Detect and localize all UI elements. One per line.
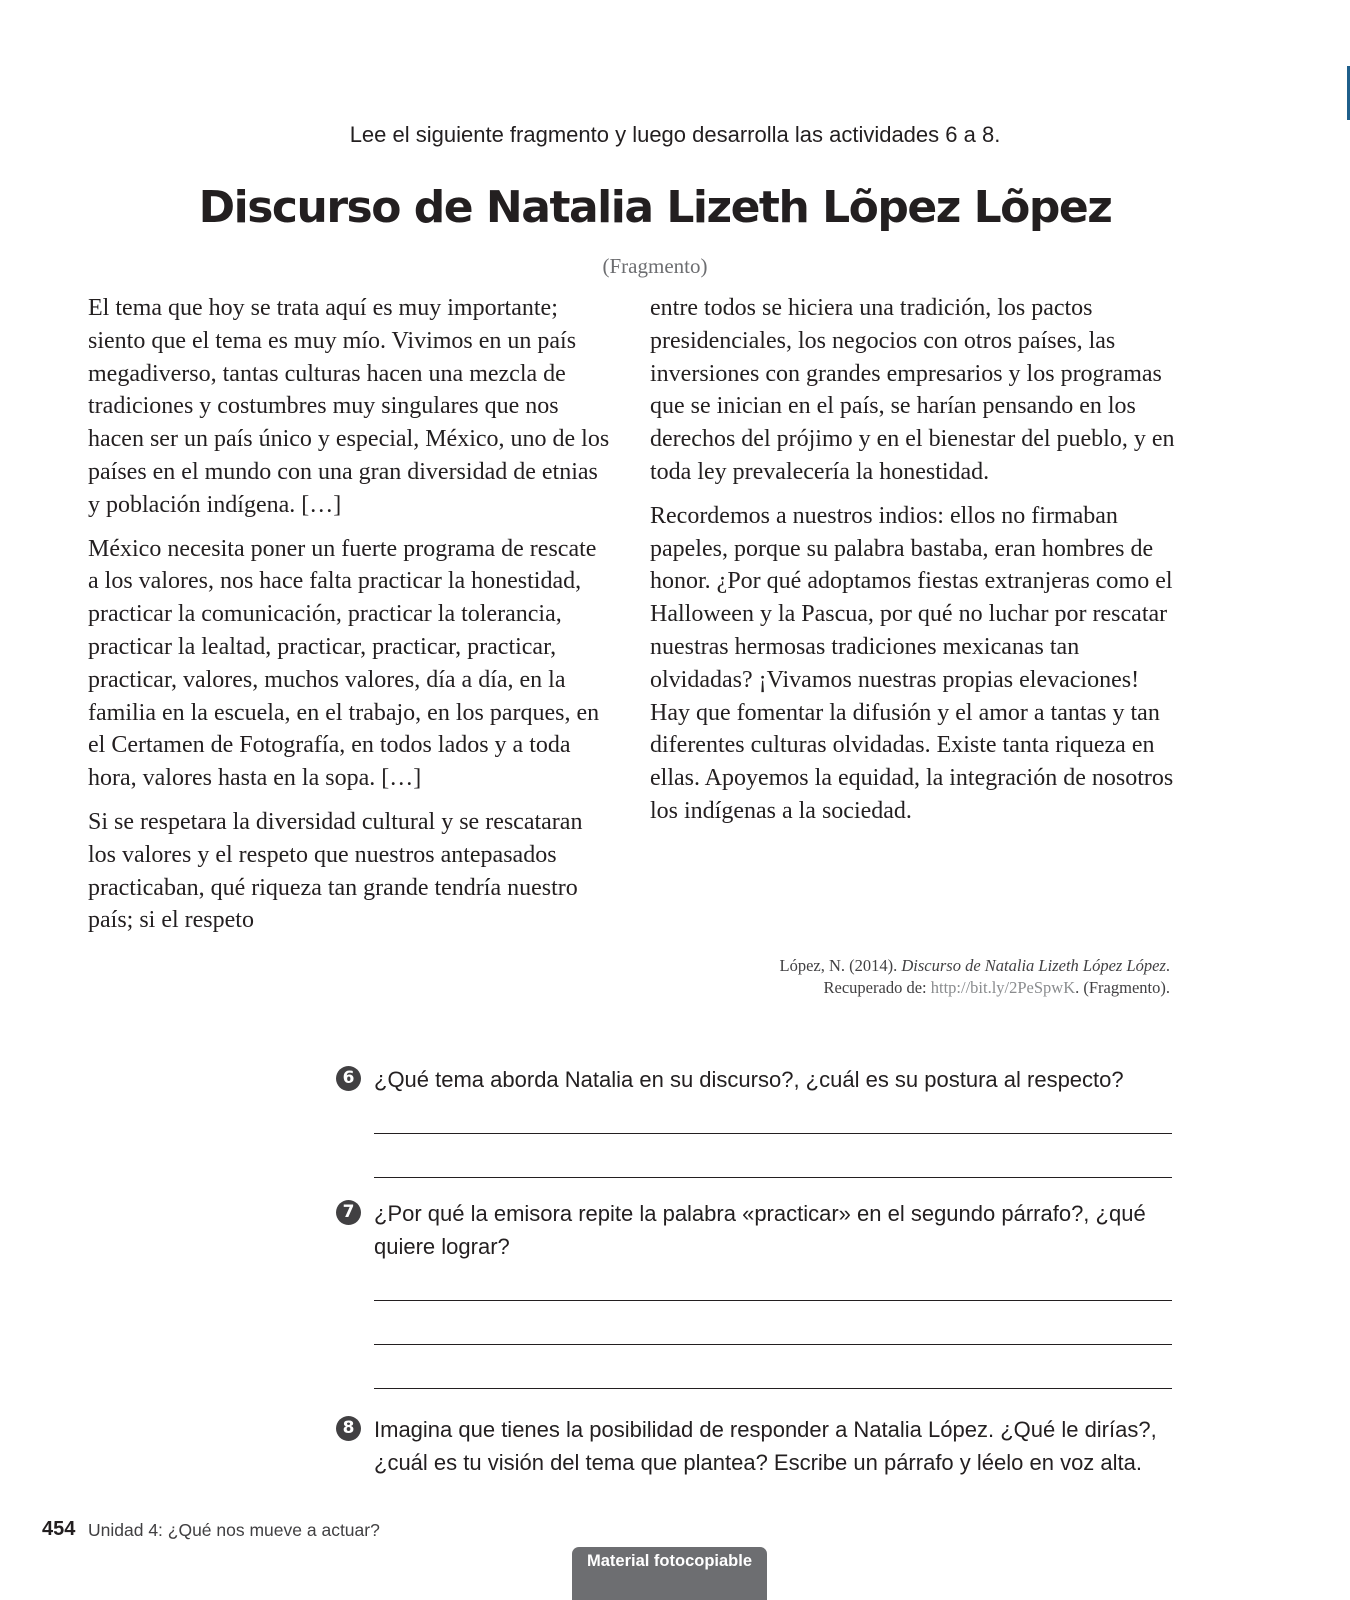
question-text: Imagina que tienes la posibilidad de responder a Natalia López. ¿Qué le dirías?, ¿cuál es tu visión del tema que plantea? Escribe un párrafo y léelo en voz alta.	[374, 1417, 1157, 1475]
citation-suffix: . (Fragmento).	[1075, 978, 1170, 997]
answer-line[interactable]	[374, 1177, 1172, 1178]
answer-line[interactable]	[374, 1344, 1172, 1345]
photocopiable-badge: Material fotocopiable	[572, 1547, 767, 1600]
citation-retrieved: Recuperado de:	[823, 978, 931, 997]
citation-work: Discurso de Natalia Lizeth López López	[901, 956, 1166, 975]
citation-author: López, N. (2014).	[779, 956, 902, 975]
question-7	[336, 1197, 1176, 1263]
answer-line[interactable]	[374, 1388, 1172, 1389]
paragraph: Si se respetara la diversidad cultural y se rescataran los valores y el respeto que nuestros antepasados practicaban, qué riqueza tan grande tendría nuestro país; si el respeto	[88, 808, 583, 934]
page-number: 454	[42, 1518, 76, 1540]
question-text: ¿Qué tema aborda Natalia en su discurso?, ¿cuál es su postura al respecto?	[374, 1067, 1124, 1092]
instruction-text: Lee el siguiente fragmento y luego desarrolla las actividades 6 a 8.	[349, 122, 1001, 147]
unit-label: Unidad 4: ¿Qué nos mueve a actuar?	[88, 1520, 380, 1540]
page-subtitle: (Fragmento)	[602, 254, 708, 278]
question-8	[336, 1413, 1176, 1479]
question-6	[336, 1063, 1176, 1096]
page-title: Discurso de Natalia Lizeth Lõpez Lõpez	[198, 182, 1112, 233]
answer-line[interactable]	[374, 1133, 1172, 1134]
paragraph: El tema que hoy se trata aquí es muy importante; siento que el tema es muy mío. Vivimos en un país megadiverso, tantas culturas hacen una mezcla de tradiciones y costumbres muy singulares que nos hacen ser un país único y especial, México, uno de los países en el mundo con una gran diversidad de etnias y población indígena. […]	[88, 295, 610, 518]
paragraph: México necesita poner un fuerte programa de rescate a los valores, nos hace falta practicar la honestidad, practicar la comunicación, practicar la tolerancia, practicar la lealtad, practicar, practicar, practicar, practicar, valores, muchos valores, día a día, en la familia en la escuela, en el trabajo, en los parques, en el Certamen de Fotografía, en todos lados y a toda hora, valores hasta en la sopa. […]	[88, 535, 600, 792]
question-text: ¿Por qué la emisora repite la palabra «practicar» en el segundo párrafo?, ¿qué quiere lograr?	[374, 1201, 1146, 1259]
text-column-right	[650, 292, 1180, 839]
text-column-left	[88, 292, 613, 948]
citation-punct: .	[1165, 956, 1170, 975]
question-number-badge: 6	[336, 1066, 361, 1091]
paragraph: entre todos se hiciera una tradición, los pactos presidenciales, los negocios con otros países, las inversiones con grandes empresarios y los programas que se inician en el país, se harían pensando en los derechos del prójimo y en el bienestar del pueblo, y en toda ley prevalecería la honestidad.	[650, 295, 1175, 485]
paragraph: Recordemos a nuestros indios: ellos no firmaban papeles, porque su palabra bastaba, eran hombres de honor. ¿Por qué adoptamos fiestas extranjeras como el Halloween y la Pascua, por qué no luchar por rescatar nuestras hermosas tradiciones mexicanas tan olvidadas? ¡Vivamos nuestras propias elevaciones! Hay que fomentar la difusión y el amor a tantas y tan diferentes culturas olvidadas. Existe tanta riqueza en ellas. Apoyemos la equidad, la integración de nosotros los indígenas a la sociedad.	[650, 502, 1174, 824]
answer-line[interactable]	[374, 1300, 1172, 1301]
question-number-badge: 7	[336, 1200, 361, 1225]
question-number-badge: 8	[336, 1416, 361, 1441]
source-citation	[650, 955, 1170, 999]
citation-link[interactable]: http://bit.ly/2PeSpwK	[930, 978, 1076, 997]
